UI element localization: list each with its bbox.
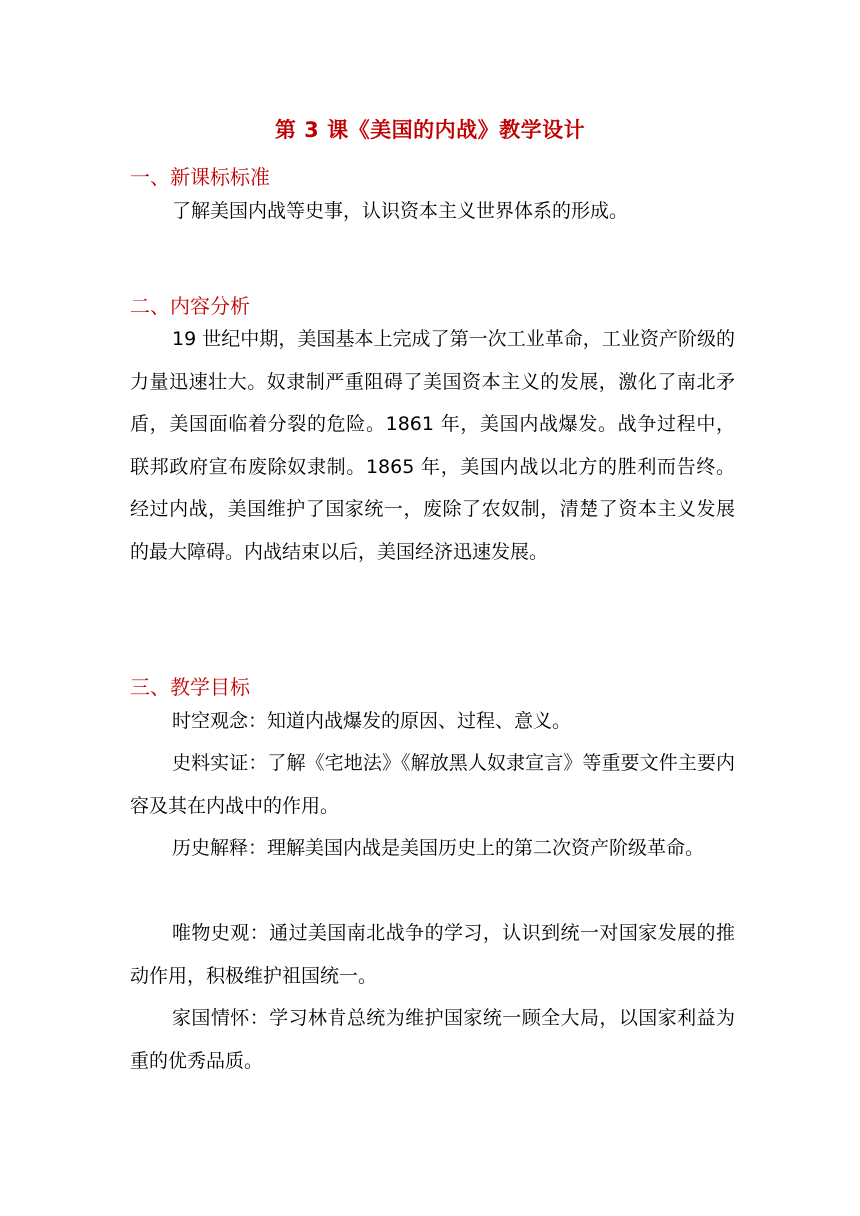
goal-paragraph-evidence: 史料实证：了解《宅地法》《解放黑人奴隶宣言》等重要文件主要内容及其在内战中的作用。 (130, 752, 735, 817)
section-heading-teaching-goals: 三、教学目标 (130, 675, 250, 699)
goal-paragraph-materialism: 唯物史观：通过美国南北战争的学习，认识到统一对国家发展的推动作用，积极维护祖国统一。 (130, 922, 735, 987)
section-heading-standards: 一、新课标标准 (130, 165, 270, 189)
standards-paragraph: 了解美国内战等史事，认识资本主义世界体系的形成。 (172, 200, 629, 222)
goal-paragraph-patriotism: 家国情怀：学习林肯总统为维护国家统一顾全大局，以国家利益为重的优秀品质。 (130, 1007, 735, 1072)
document-title: 第 3 课《美国的内战》教学设计 (274, 118, 586, 142)
section-heading-content-analysis: 二、内容分析 (130, 294, 250, 318)
goal-paragraph-interpretation: 历史解释：理解美国内战是美国历史上的第二次资产阶级革命。 (172, 837, 705, 859)
goal-paragraph-time-space: 时空观念：知道内战爆发的原因、过程、意义。 (172, 710, 572, 732)
content-analysis-paragraph: 19 世纪中期，美国基本上完成了第一次工业革命，工业资产阶级的力量迅速壮大。奴隶制严重阻碍了美国资本主义的发展，激化了南北矛盾，美国面临着分裂的危险。1861 年，美国内战爆发。战争过程中，联邦政府宣布废除奴隶制。1865 年，美国内战以北方的胜利而告终。经过内战，美国维护了国家统一，废除了农奴制，清楚了资本主义发展的最大障碍。内战结束以后，美国经济迅速发展。 (130, 328, 735, 563)
